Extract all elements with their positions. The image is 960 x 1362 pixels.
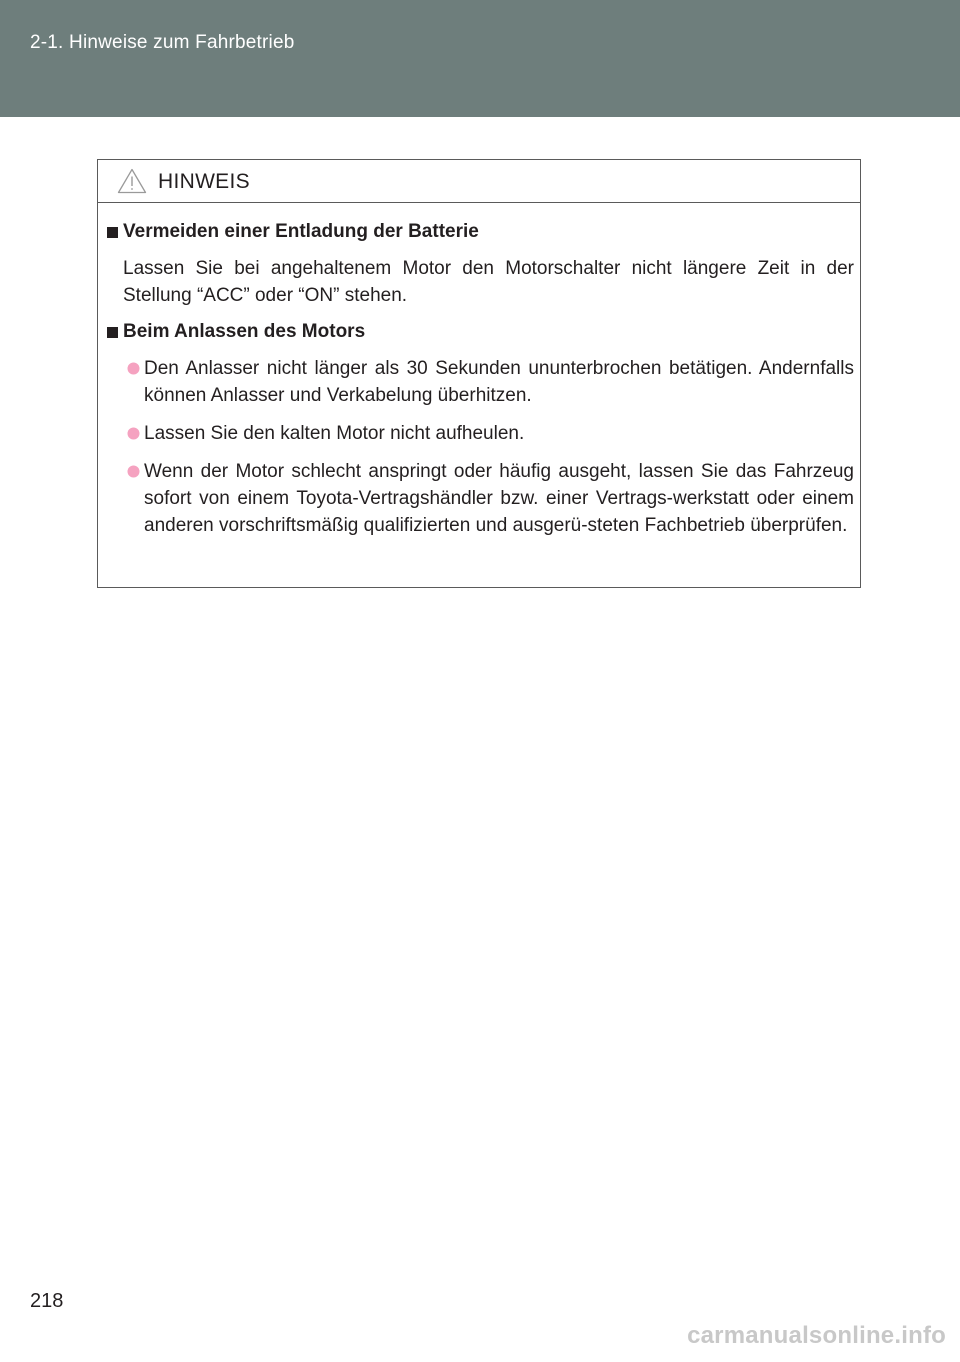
list-item [127, 420, 854, 448]
bullet-dot-icon [127, 465, 140, 478]
watermark: carmanualsonline.info [687, 1322, 946, 1349]
notice-title: HINWEIS [158, 170, 250, 193]
list-item-text: Den Anlasser nicht länger als 30 Sekunden ununterbrochen betätigen. Andernfalls können Anlasser und Verkabelung überhitzen. [144, 358, 854, 406]
bullet-dot-icon [127, 427, 140, 440]
warning-triangle-icon [117, 168, 147, 194]
section-header-bar [0, 0, 960, 117]
list-item [127, 458, 854, 568]
square-bullet-icon [107, 327, 118, 338]
section-title: 2-1. Hinweise zum Fahrbetrieb [30, 32, 295, 53]
section-heading-text: Beim Anlassen des Motors [123, 321, 366, 342]
list-item-text: Lassen Sie den kalten Motor nicht aufheulen. [144, 423, 525, 444]
notice-header [98, 160, 860, 203]
notice-box [97, 159, 861, 588]
section-heading-battery [107, 221, 847, 245]
list-item [127, 355, 854, 411]
section-heading-engine-start [107, 321, 847, 345]
square-bullet-icon [107, 227, 118, 238]
section-heading-text: Vermeiden einer Entladung der Batterie [123, 221, 479, 242]
page-number: 218 [30, 1290, 64, 1312]
bullet-dot-icon [127, 362, 140, 375]
list-item-text: Wenn der Motor schlecht anspringt oder häufig ausgeht, lassen Sie das Fahrzeug sofort von einem Toyota-Vertragshändler bzw. einer Vertrags-werkstatt oder einem anderen vorschriftsmäßig qualifizierten und ausgerü-steten Fachbetrieb überprüfen. [144, 461, 854, 536]
section-paragraph-battery: Lassen Sie bei angehaltenem Motor den Motorschalter nicht längere Zeit in der Stellung “ACC” oder “ON” stehen. [123, 258, 854, 306]
